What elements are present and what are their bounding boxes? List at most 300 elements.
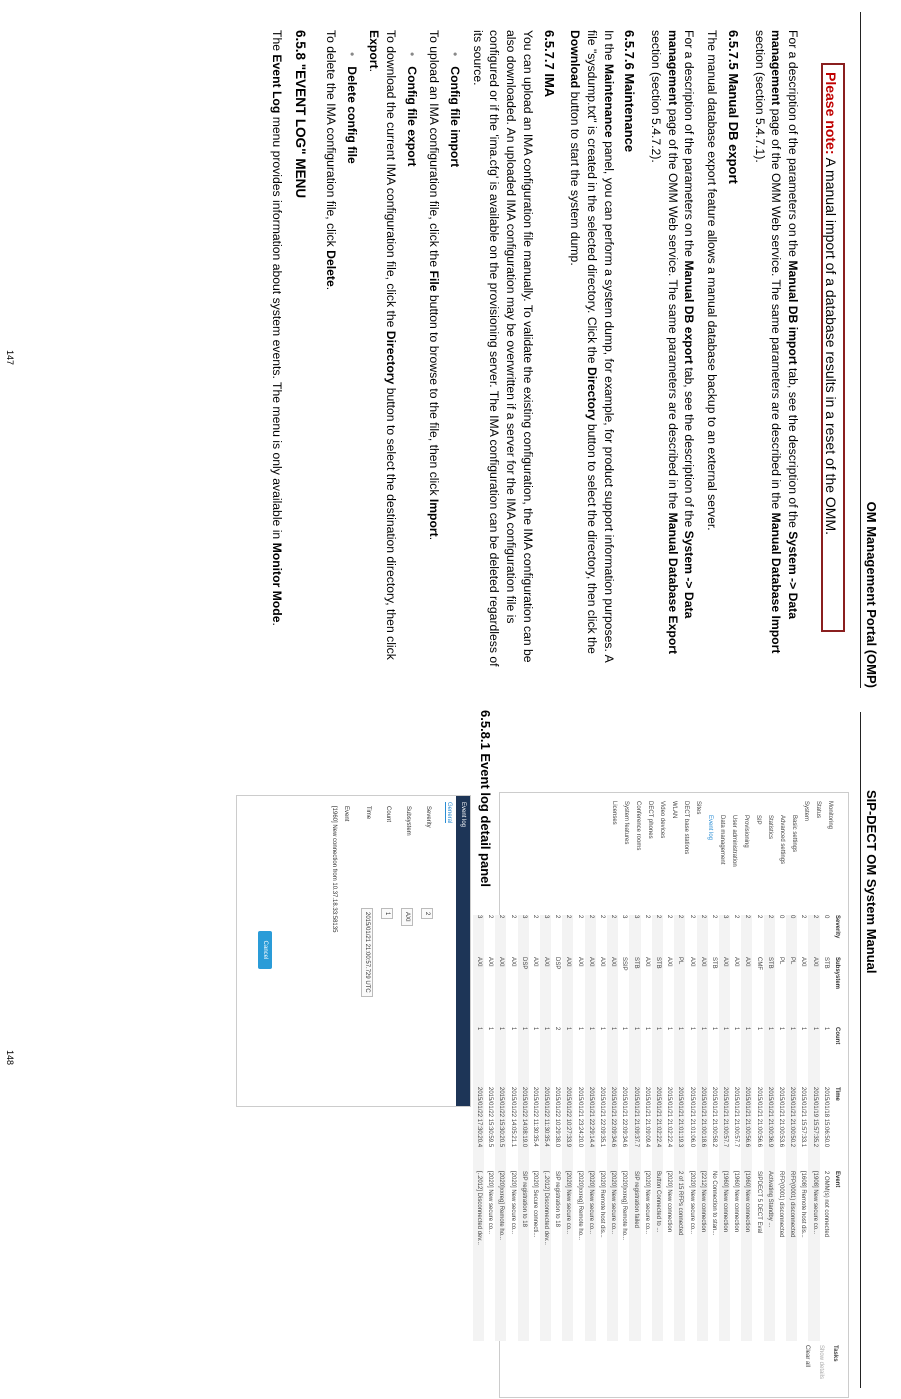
text: In the (601, 30, 616, 64)
table-cell: STB (710, 957, 717, 969)
sidebar-item[interactable]: Event log (707, 815, 713, 841)
table-cell: 2015/01/22 10:27:33.9 (565, 1087, 572, 1148)
bold-text: Monitor Mode (270, 542, 285, 623)
column-header[interactable]: Count (834, 1027, 840, 1045)
field-label: Subsystem (405, 806, 411, 836)
table-cell: AXI (509, 957, 516, 967)
event-log-detail-panel (236, 795, 471, 1107)
text: button to select the destination directory, then click (383, 384, 398, 660)
table-cell: Activating Standby ... (766, 1171, 773, 1228)
field-value[interactable]: 2 (421, 908, 433, 919)
table-cell: AXI (733, 957, 740, 967)
table-row[interactable] (719, 915, 730, 1341)
table-cell: 1 (688, 1027, 695, 1031)
sidebar-item[interactable]: Basic settings (791, 815, 797, 853)
paragraph: You can upload an IMA configuration file manually. To validate the existing configuration, the IMA configuration can be also downloaded. An uploaded IMA configuration may be overwritten if a server for the IMA configuration file is configured or if the 'ima.cfg' is available on the provisioning server. The IMA configuration can be deleted regardless of its source. (470, 30, 535, 667)
table-row[interactable] (551, 915, 562, 1341)
table-cell: 1 (733, 1027, 740, 1031)
table-cell: STB (822, 957, 829, 969)
table-cell: 1 (487, 1027, 494, 1031)
table-cell: 2 (811, 915, 818, 919)
table-cell: 2015/01/18 15:06:50.0 (822, 1087, 829, 1148)
table-cell: 2015/01/21 23:24:20.0 (576, 1087, 583, 1148)
table-cell: 1 (822, 1027, 829, 1031)
table-cell: 2 (744, 915, 751, 919)
table-cell: [2020] New secure co... (509, 1171, 516, 1235)
tasks-panel (800, 1345, 842, 1395)
table-cell: 1 (666, 1027, 673, 1031)
sidebar-item[interactable]: Monitoring (827, 801, 833, 830)
field-value: [1960] New connection from 10.37.18.33:58135 (331, 806, 337, 933)
text: panel, you can perform a system dump, for example, for product support information purposes. A file "sysdump.txt" is created in the selected directory. Click the (584, 30, 616, 663)
table-cell: 2015/01/21 22:29:14.4 (587, 1087, 594, 1148)
paragraph (366, 30, 399, 670)
table-cell: AXI (476, 957, 482, 967)
bullet-config-file-export: • Config file export (403, 52, 420, 670)
table-cell: 1 (789, 1027, 796, 1031)
bold-text: File (427, 270, 442, 292)
text: . (323, 286, 338, 291)
text: To download the current IMA configuration file, click the (383, 30, 398, 331)
table-row[interactable] (629, 915, 640, 1341)
table-row[interactable] (797, 915, 808, 1341)
table-cell: 2 (655, 915, 661, 919)
table-cell: 2015/01/21 21:09:37.7 (632, 1087, 639, 1148)
table-cell: 0 (789, 915, 796, 919)
table-row[interactable] (820, 915, 831, 1341)
table-cell: 1 (699, 1027, 706, 1031)
header-rule (860, 712, 861, 1388)
table-cell: 2015/01/21 21:01:06.0 (688, 1087, 695, 1148)
field-label: Count (385, 806, 391, 823)
bold-text: Manual Database Export (665, 512, 680, 655)
column-header[interactable]: Subsystem (834, 957, 840, 990)
table-cell: AXI (800, 957, 807, 967)
table-header (831, 915, 842, 1341)
table-cell: 2015/01/21 21:00:58.2 (710, 1087, 717, 1148)
table-cell: 2015/01/21 22:09:34.6 (621, 1087, 628, 1148)
table-cell: 2015/01/19 15:57:35.2 (811, 1087, 818, 1148)
event-table (473, 915, 842, 1341)
table-cell: 2 (766, 915, 773, 919)
column-header[interactable]: Event (834, 1171, 840, 1188)
page-148 (0, 700, 901, 1399)
table-cell: [2020] New secure co... (565, 1171, 572, 1235)
table-cell: 2015/01/21 21:00:53.6 (778, 1087, 785, 1148)
table-cell: 2 (509, 915, 516, 919)
bold-text: Import (427, 498, 442, 537)
table-cell: 3 (476, 915, 482, 919)
table-cell: 2015/01/21 21:00:57.7 (722, 1087, 729, 1148)
table-row[interactable] (484, 915, 495, 1341)
table-cell: 2 (498, 915, 505, 919)
table-row[interactable] (506, 915, 517, 1341)
table-cell: 2 (733, 915, 740, 919)
text: For a description of the parameters on the (786, 30, 800, 261)
sidebar-item[interactable]: Data management (719, 815, 725, 865)
table-row[interactable] (495, 915, 506, 1341)
table-cell: 2015/01/21 21:00:18.6 (699, 1087, 706, 1148)
table-cell: SIPDECT 5 DECT Eval (755, 1171, 762, 1234)
table-cell: 2015/01/21 21:02:22.4 (666, 1087, 673, 1148)
table-cell: 2015/01/22 11:30:35.4 (543, 1087, 550, 1147)
table-cell: 2015/01/21 22:09:34.6 (610, 1087, 617, 1148)
table-cell: AXI (699, 957, 706, 967)
table-cell: 1 (710, 1027, 717, 1031)
bold-text: System -> Data management (769, 30, 800, 620)
table-row[interactable] (529, 915, 540, 1341)
sidebar-item[interactable]: Provisioning (743, 815, 749, 848)
table-cell: AXI (643, 957, 650, 967)
table-cell: STB (766, 957, 773, 969)
table-cell: 1 (576, 1027, 583, 1031)
table-cell: STB (655, 957, 661, 969)
table-cell: 2015/01/22 15:30:59.5 (487, 1087, 494, 1148)
sidebar-item[interactable]: DECT phones (647, 801, 653, 839)
table-cell: 2015/01/22 15:30:20.5 (498, 1087, 505, 1148)
heading-maintenance: 6.5.7.6 Maintenance (622, 30, 638, 153)
sidebar-item[interactable]: Status (815, 801, 821, 819)
field-value[interactable]: 1 (381, 908, 393, 919)
table-cell: 1 (800, 1027, 807, 1031)
table-cell: 1 (520, 1027, 527, 1031)
table-cell: 2 of 15 RFPs connected (677, 1171, 684, 1236)
bold-text: Manual Database Import (769, 512, 784, 654)
text: To upload an IMA configuration file, click the (427, 30, 442, 271)
text: . (427, 536, 442, 541)
table-row[interactable] (663, 915, 674, 1341)
table-row[interactable] (808, 915, 819, 1341)
bold-text: System -> Data management (665, 30, 697, 619)
table-cell: [1608] Remote host dis... (800, 1171, 807, 1238)
table-cell: [..2012] Disconnected dev... (476, 1171, 482, 1245)
sidebar-nav (608, 801, 836, 911)
table-row[interactable] (596, 915, 607, 1341)
sidebar-item[interactable]: System (803, 801, 809, 822)
sidebar-item[interactable]: Licenses (611, 801, 617, 825)
text: button to browse to the file, then click (427, 291, 442, 499)
table-cell: 1 (565, 1027, 572, 1031)
table-row[interactable] (540, 915, 551, 1341)
table-cell: AXI (722, 957, 729, 967)
sidebar-item[interactable]: SIP (755, 815, 761, 825)
clear-all-link[interactable]: Clear all (804, 1345, 810, 1368)
sidebar-item[interactable]: WLAN (671, 801, 677, 819)
paragraph (751, 30, 801, 670)
table-cell: 3 (632, 915, 639, 919)
table-cell: 1 (498, 1027, 505, 1031)
page-body (263, 30, 801, 670)
table-cell: 1 (476, 1027, 482, 1031)
table-cell: SSIP (621, 957, 628, 971)
field-value[interactable]: 2015/01/21 21:00:57.729 UTC (361, 908, 373, 997)
table-cell: 2 (699, 915, 706, 919)
table-cell: 2 (710, 915, 717, 919)
bold-text: Event Log (270, 54, 285, 114)
field-label: Time (365, 806, 371, 820)
table-cell: [2020]xxreg] Remote ho... (621, 1171, 628, 1241)
column-header[interactable]: Severity (834, 915, 840, 939)
table-cell: [..2012] Disconnected dev... (543, 1171, 550, 1245)
bullet-delete-config-file: • Delete config file (343, 52, 360, 670)
text: tab, see the description of the (786, 364, 800, 532)
table-cell: AXI (498, 957, 505, 967)
table-cell: 1 (677, 1027, 684, 1031)
table-cell: 2 (554, 915, 561, 919)
bold-text: Directory (383, 330, 398, 385)
table-cell: 2015/01/21 21:00:56.6 (755, 1087, 762, 1148)
bold-text: Manual DB export (682, 260, 697, 364)
table-cell: AXI (688, 957, 695, 967)
table-cell: 1 (621, 1027, 628, 1031)
page-header: OM Management Portal (OMP) (864, 501, 879, 688)
table-cell: 2 (800, 915, 807, 919)
show-details-link[interactable]: Show details (818, 1345, 824, 1380)
sidebar-item[interactable]: DECT base stations (683, 801, 689, 855)
table-cell: AXI (811, 957, 818, 967)
table-row[interactable] (607, 915, 618, 1341)
table-cell: 2 (599, 915, 606, 919)
table-row[interactable] (786, 915, 797, 1341)
heading-manual-db-export: 6.5.7.5 Manual DB export (725, 30, 741, 184)
field-value[interactable]: AXI (401, 908, 413, 926)
table-cell: 2 (755, 915, 762, 919)
paragraph (647, 30, 697, 670)
table-cell: 2 (576, 915, 583, 919)
table-row[interactable] (518, 915, 529, 1341)
table-cell: PL (778, 957, 785, 965)
table-cell: 2015/01/21 22:09:35.1 (599, 1087, 606, 1148)
text: menu provides information about system events. The menu is only available in (270, 113, 285, 543)
table-cell: SIP registration to 18 (520, 1171, 527, 1227)
text: button to start the system dump. (568, 88, 583, 266)
table-cell: 1 (755, 1027, 762, 1031)
table-cell: 3 (722, 915, 729, 919)
page-147 (0, 0, 901, 699)
table-cell: 1 (509, 1027, 516, 1031)
table-cell: 1 (643, 1027, 650, 1031)
table-cell: 2015/01/21 21:02:22.4 (655, 1087, 661, 1148)
table-cell: 2015/01/21 21:00:50.2 (789, 1087, 796, 1148)
table-cell: 1 (610, 1027, 617, 1031)
table-cell: 3 (520, 915, 527, 919)
table-row[interactable] (708, 915, 719, 1341)
table-cell: [1960] New connection (744, 1171, 751, 1233)
paragraph (426, 30, 443, 670)
table-cell: [1908] New secure co... (811, 1171, 818, 1235)
table-cell: 1 (599, 1027, 606, 1031)
table-cell: 2 OMM(s) not connected (822, 1171, 829, 1238)
table-cell: AXI (543, 957, 550, 967)
table-cell: PL (789, 957, 796, 965)
table-cell: 2015/01/22 17:30:20.4 (476, 1087, 482, 1148)
table-cell: AXI (565, 957, 572, 967)
table-cell: 1 (766, 1027, 773, 1031)
table-cell: PL (677, 957, 684, 965)
table-cell: 2015/01/21 21:01:19.3 (677, 1087, 684, 1148)
table-cell: DSP (554, 957, 561, 970)
table-cell: 2015/01/21 21:09:09.4 (643, 1087, 650, 1148)
text: tab, see the description of the (682, 363, 697, 531)
table-cell: CMF (755, 957, 762, 970)
table-cell: [2020] New secure co... (688, 1171, 695, 1235)
header-rule (860, 12, 861, 688)
heading-ima: 6.5.7.7 IMA (541, 30, 557, 98)
paragraph (269, 30, 286, 670)
table-row[interactable] (730, 915, 741, 1341)
table-cell: [2020] New connection (666, 1171, 673, 1233)
table-cell: 2015/01/22 11:30:35.4 (531, 1087, 538, 1147)
table-row[interactable] (753, 915, 764, 1341)
table-cell: AXI (744, 957, 751, 967)
table-row[interactable] (618, 915, 629, 1341)
paragraph (567, 30, 617, 670)
table-row[interactable] (652, 915, 663, 1341)
sidebar-item[interactable]: System features (623, 801, 629, 845)
table-row[interactable] (764, 915, 775, 1341)
bold-text: Delete (323, 250, 338, 287)
table-cell: 2 (487, 915, 494, 919)
text: For a description of the parameters on the (682, 30, 697, 261)
table-cell: 2015/01/21 21:00:56.6 (744, 1087, 751, 1148)
bold-text: Download (568, 30, 583, 89)
table-cell: [2020] New secure co... (487, 1171, 494, 1235)
table-row[interactable] (685, 915, 696, 1341)
table-cell: 1 (811, 1027, 818, 1031)
table-cell: [1960] New connection (722, 1171, 729, 1233)
page-header: SIP-DECT OM System Manual (864, 790, 879, 974)
sidebar-item[interactable]: Conference rooms (635, 801, 641, 851)
table-cell: 0 (778, 915, 785, 919)
section-heading: 6.5.8.1 Event log detail panel (478, 710, 493, 888)
table-cell: AXI (587, 957, 594, 967)
table-cell: 2 (677, 915, 684, 919)
sidebar-item[interactable]: Video devices (659, 801, 665, 839)
table-row[interactable] (775, 915, 786, 1341)
table-body (473, 915, 831, 1341)
table-cell: [2020] Remote host dis... (599, 1171, 606, 1238)
note-box (821, 63, 845, 632)
note-label: Please note: (823, 72, 839, 155)
table-cell: AXI (576, 957, 583, 967)
tasks-title: Tasks (832, 1345, 838, 1362)
table-cell: 2015/01/21 21:00:57.7 (733, 1087, 740, 1148)
table-cell: [2020] Secure connecti... (531, 1171, 538, 1238)
sidebar-item[interactable]: Sites (695, 801, 701, 815)
page-number: 147 (5, 350, 15, 366)
table-row[interactable] (674, 915, 685, 1341)
table-cell: 1 (778, 1027, 785, 1031)
table-cell: 2 (531, 915, 538, 919)
field-label: Severity (425, 806, 431, 828)
table-cell: 0 (822, 915, 829, 919)
note-text: A manual import of a database results in a reset of the OMM. (823, 154, 839, 536)
text: . (367, 68, 382, 72)
sidebar-item[interactable]: Statistics (767, 815, 773, 840)
table-row[interactable] (562, 915, 573, 1341)
table-cell: 2015/01/21 21:00:36.9 (766, 1087, 773, 1148)
table-cell: 2 (643, 915, 650, 919)
heading-event-log-menu: 6.5.8 "EVENT LOG" MENU (293, 30, 309, 199)
table-row[interactable] (473, 915, 484, 1341)
table-row[interactable] (574, 915, 585, 1341)
table-cell: AXI (531, 957, 538, 967)
table-cell: 2 (587, 915, 594, 919)
table-cell: [2020] New secure co... (587, 1171, 594, 1235)
table-cell: 2 (666, 915, 673, 919)
column-header[interactable]: Time (834, 1087, 840, 1101)
table-cell: No Connection to stan... (710, 1171, 717, 1236)
text: To delete the IMA configuration file, click (323, 30, 338, 251)
tab-general[interactable]: General (446, 802, 452, 824)
paragraph (322, 30, 339, 670)
table-cell: [1960] New connection (733, 1171, 740, 1233)
text: page of the OMM Web service. The same parameters are described in the (769, 105, 784, 513)
text: section (section 5.4.7.2). (649, 30, 664, 163)
table-cell: 1 (744, 1027, 751, 1031)
table-cell: 2 (554, 1027, 561, 1031)
table-cell: 1 (531, 1027, 538, 1031)
table-cell: 2 (688, 915, 695, 919)
table-cell: 2 (610, 915, 617, 919)
text: . (270, 622, 285, 626)
cancel-button[interactable]: Cancel (258, 931, 272, 969)
text: The (270, 30, 285, 55)
panel-title: Event log (456, 796, 470, 1106)
table-row[interactable] (641, 915, 652, 1341)
table-cell: RFP(0001) disconnected (778, 1171, 785, 1238)
bold-text: Export (367, 30, 382, 69)
table-cell: 1 (632, 1027, 639, 1031)
bold-text: Manual DB import (786, 260, 800, 365)
table-row[interactable] (741, 915, 752, 1341)
bold-text: Directory (584, 366, 599, 421)
table-row[interactable] (697, 915, 708, 1341)
table-cell: 1 (722, 1027, 729, 1031)
table-cell: 2 (565, 915, 572, 919)
text: page of the OMM Web service. The same parameters are described in the (665, 105, 680, 513)
table-cell: AXI (487, 957, 494, 967)
table-cell: 2015/01/22 14:08:19.0 (520, 1087, 527, 1148)
table-cell: SIP registration failed (632, 1171, 639, 1228)
text: section (section 5.4.7.1). (752, 30, 767, 163)
table-cell: 1 (587, 1027, 594, 1031)
bold-text: Maintenance (601, 63, 616, 138)
table-cell: [2020] New secure co... (643, 1171, 650, 1235)
sidebar-item[interactable]: User administration (731, 815, 737, 867)
table-cell: 2015/01/22 14:05:21.1 (509, 1087, 516, 1148)
table-cell: [2020] New secure co... (610, 1171, 617, 1235)
table-cell: 2015/01/22 10:29:38.0 (554, 1087, 561, 1148)
table-cell: 1 (543, 1027, 550, 1031)
table-cell: RFP(0001) disconnected (789, 1171, 796, 1238)
table-cell: 2015/01/21 15:57:33.1 (800, 1087, 807, 1148)
table-row[interactable] (585, 915, 596, 1341)
table-cell: [2020]xxreg] Remote ho... (498, 1171, 505, 1241)
table-cell: 1 (655, 1027, 661, 1031)
table-cell: Button Connected to ... (655, 1171, 661, 1233)
field-label: Event (343, 806, 349, 822)
table-cell: AXI (599, 957, 606, 967)
table-cell: DSP (520, 957, 527, 970)
text: button to select the directory, then click the (584, 420, 599, 654)
bullet-config-file-import: • Config file import (446, 52, 463, 670)
table-cell: 3 (621, 915, 628, 919)
table-cell: AXI (610, 957, 617, 967)
table-cell: STB (632, 957, 639, 969)
sidebar-item[interactable]: Advanced settings (779, 815, 785, 865)
page-number: 148 (5, 1050, 15, 1066)
